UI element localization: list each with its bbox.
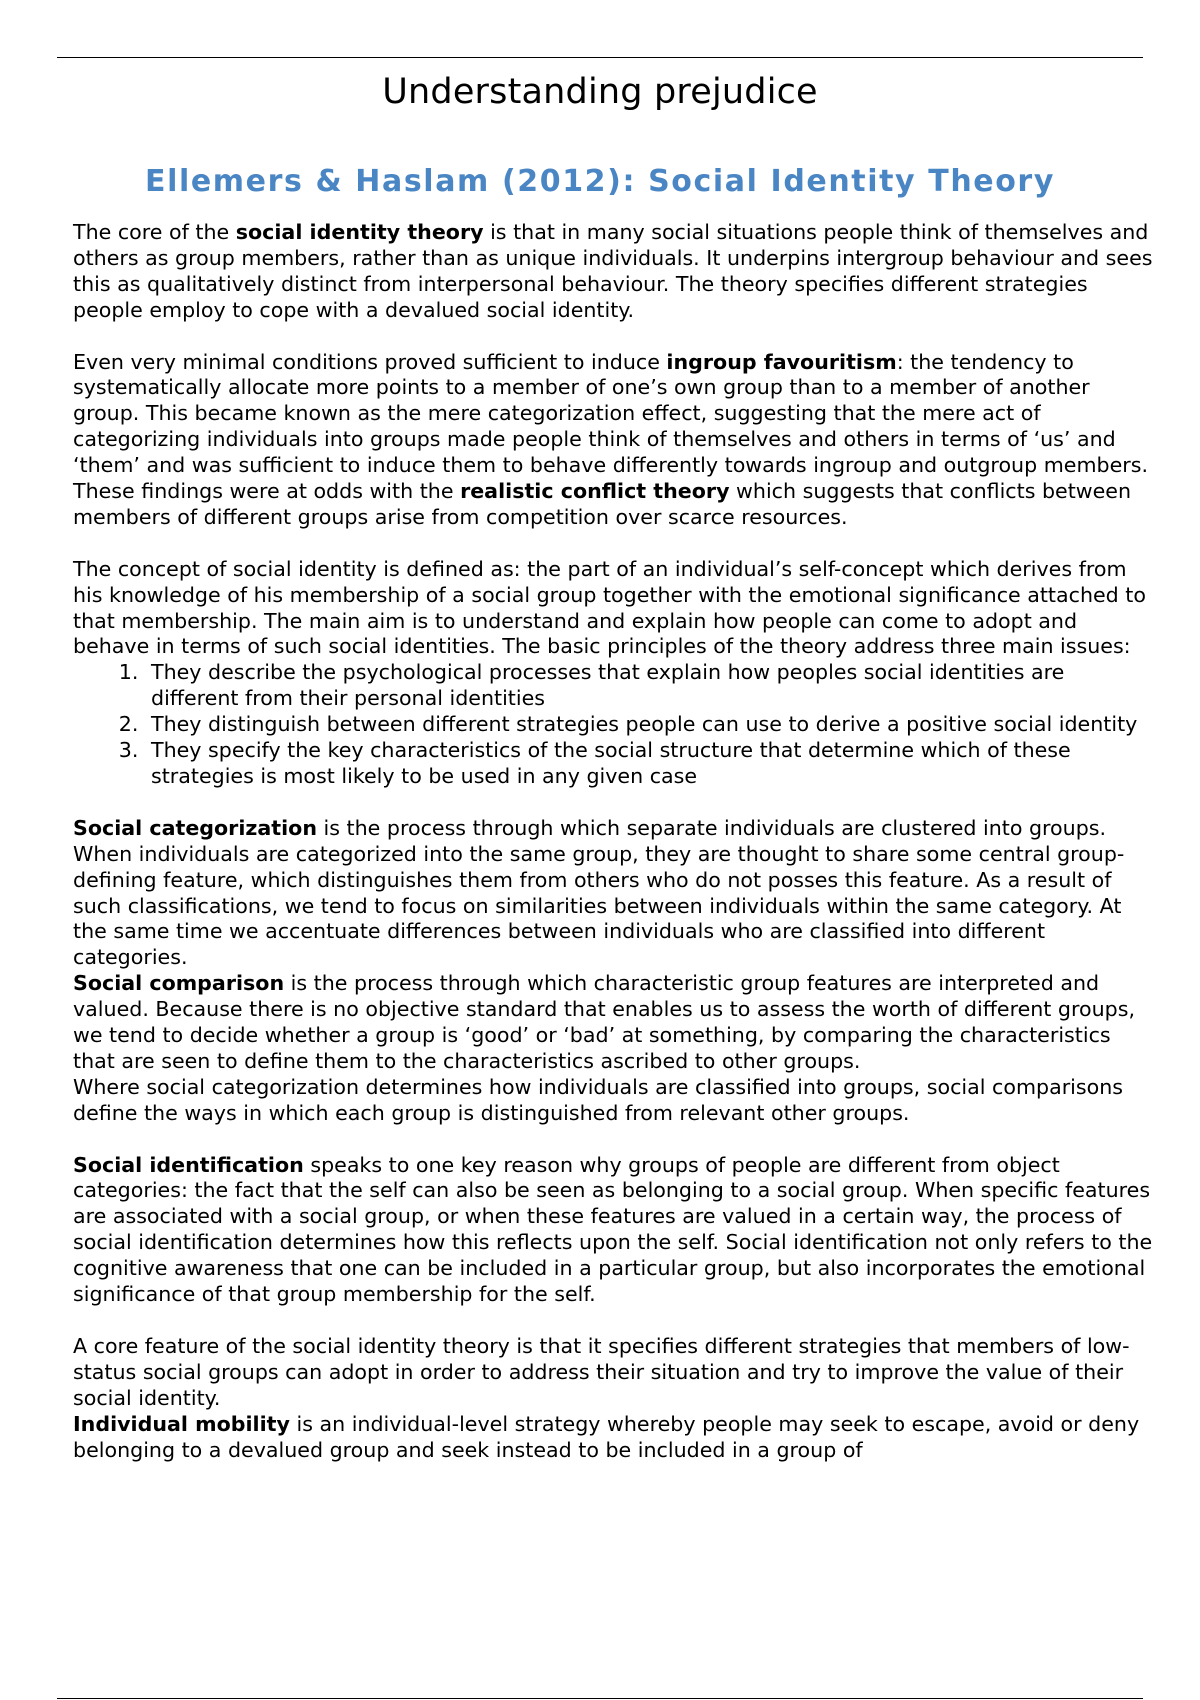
bottom-rule: [57, 1698, 1143, 1699]
paragraph-social-identification: Social identification speaks to one key reason why groups of people are different from object categories: the fact that the self can also be seen as belonging to a social group. When specific features are associated with a social group, or when these features are valued in a certain way, the process of social identification determines how this reflects upon the self. Social identification not only refers to the cognitive awareness that one can be included in a particular group, but also incorporates the emotional significance of that group membership for the self.: [73, 1152, 1153, 1307]
section-heading: Ellemers & Haslam (2012): Social Identity Theory: [144, 164, 1055, 199]
term-social-identity-theory: social identity theory: [235, 220, 484, 244]
list-item: 3. They specify the key characteristics of the social structure that determine which of these strategies is most likely to be used in any given case: [145, 738, 1153, 790]
paragraph-social-comparison: Social comparison is the process through which characteristic group features are interpreted and valued. Because there is no objective standard that enables us to assess the worth of different groups, we tend to decide whether a group is ‘good’ or ‘bad’ at something, by comparing the characteristics that are seen to define them to the characteristics ascribed to other groups.: [73, 971, 1136, 1073]
paragraph-categorization-vs-comparison: Where social categorization determines how individuals are classified into groups, social comparisons define the ways in which each group is distinguished from relevant other groups.: [73, 1074, 1123, 1125]
list-item: 2. They distinguish between different strategies people can use to derive a positive social identity: [145, 712, 1153, 738]
term-social-identification: Social identification: [73, 1152, 304, 1177]
term-ingroup-favouritism: ingroup favouritism: [666, 349, 897, 374]
document-body: [73, 220, 1153, 1463]
term-realistic-conflict-theory: realistic conflict theory: [460, 479, 730, 504]
list-item: 1. They describe the psychological processes that explain how peoples social identities are different from their personal identities: [145, 660, 1153, 712]
paragraph-ingroup-favouritism: Even very minimal conditions proved sufficient to induce ingroup favouritism: the tendency to systematically allocate more points to a member of one’s own group than to a member of another group. This became known as the mere categorization effect, suggesting that the mere act of categorizing individuals into groups made people think of themselves and others in terms of ‘us’ and ‘them’ and was sufficient to induce them to behave differently towards ingroup and outgroup members.: [73, 349, 1148, 478]
paragraph-core: The core of the social identity theory is that in many social situations people think of themselves and others as group members, rather than as unique individuals. It underpins intergroup behaviour and sees this as qualitatively distinct from interpersonal behaviour. The theory specifies different strategies people employ to cope with a devalued social identity.: [73, 220, 1153, 322]
principles-list: [73, 660, 1153, 790]
paragraph-realistic-conflict: These findings were at odds with the realistic conflict theory which suggests that conflicts between members of different groups arise from competition over scarce resources.: [73, 479, 1132, 529]
page-title: Understanding prejudice: [382, 72, 818, 112]
term-social-categorization: Social categorization: [73, 815, 317, 840]
paragraph-strategies: A core feature of the social identity theory is that it specifies different strategies that members of low-status social groups can adopt in order to address their situation and try to improve the value of their social identity.: [73, 1333, 1130, 1410]
term-individual-mobility: Individual mobility: [73, 1411, 290, 1436]
top-rule: [57, 57, 1143, 58]
paragraph-social-categorization: Social categorization is the process through which separate individuals are clustered into groups. When individuals are categorized into the same group, they are thought to share some central group-defining feature, which distinguishes them from others who do not posses this feature. As a result of such classifications, we tend to focus on similarities between individuals within the same category. At the same time we accentuate differences between individuals who are classified into different categories.: [73, 815, 1125, 970]
paragraph-individual-mobility: Individual mobility is an individual-level strategy whereby people may seek to escape, avoid or deny belonging to a devalued group and seek instead to be included in a group of: [73, 1411, 1140, 1462]
paragraph-social-identity-definition: The concept of social identity is defined as: the part of an individual’s self-concept which derives from his knowledge of his membership of a social group together with the emotional significance attached to that membership. The main aim is to understand and explain how people can come to adopt and behave in terms of such social identities. The basic principles of the theory address three main issues:: [73, 556, 1146, 659]
term-social-comparison: Social comparison: [73, 971, 285, 996]
